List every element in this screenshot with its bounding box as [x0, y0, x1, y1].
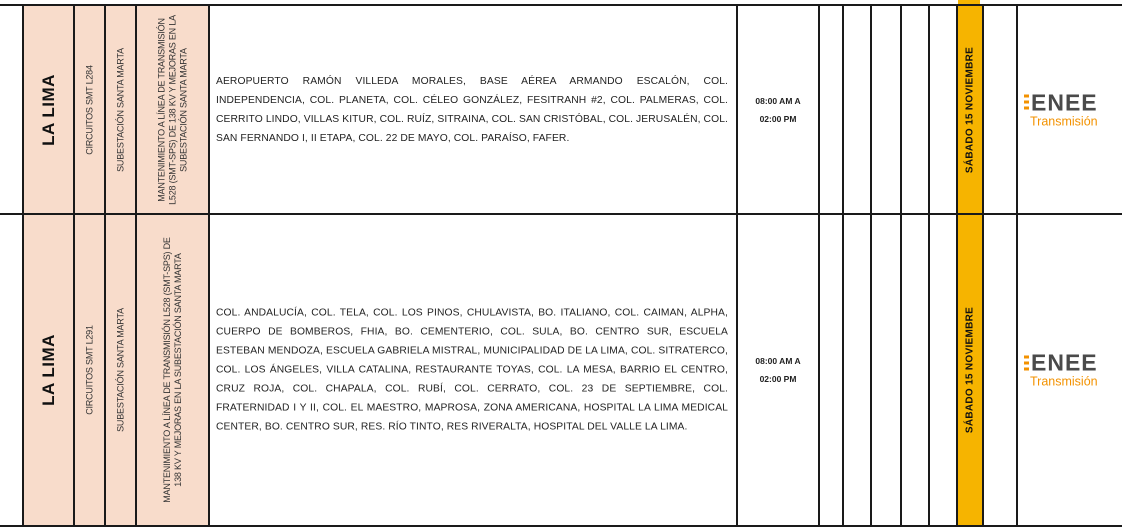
- time-start: 08:00 AM A: [755, 356, 801, 366]
- empty-cell: [842, 6, 870, 213]
- empty-cell: [842, 215, 870, 525]
- work-description: MANTENIMIENTO A LÍNEA DE TRANSMISIÓN L528 (SMT-SPS) DE 138 KV Y MEJORAS EN LA SUBESTACIÓN SANTA MARTA: [161, 237, 183, 503]
- work-description: MANTENIMIENTO A LÍNEA DE TRANSMISIÓN L528 (SMT-SPS) DE 138 KV Y MEJORAS EN LA SUBESTACIÓN SANTA MARTA: [156, 14, 188, 205]
- time-end: 02:00 PM: [759, 374, 797, 384]
- affected-areas-cell: [208, 6, 736, 213]
- empty-cell: [870, 6, 900, 213]
- time-end: 02:00 PM: [759, 113, 797, 124]
- logo-cell: [1016, 6, 1122, 213]
- work-description-cell: [135, 6, 208, 213]
- empty-cell: [900, 215, 928, 525]
- time-cell: [736, 6, 818, 213]
- logo-bars-icon: [1024, 354, 1029, 372]
- empty-cell: [900, 6, 928, 213]
- empty-cell: [928, 215, 956, 525]
- logo-cell: [1016, 215, 1122, 525]
- logo-word: ENEE: [1031, 89, 1098, 115]
- substation-label: SUBESTACIÓN SANTA MARTA: [115, 47, 125, 172]
- city-cell: [22, 215, 73, 525]
- date-cell: [956, 6, 982, 213]
- logo-bars-icon: [1024, 93, 1029, 111]
- logo-subtitle: Transmisión: [1030, 114, 1098, 128]
- time-start: 08:00 AM A: [755, 95, 801, 106]
- city-cell: [22, 6, 73, 213]
- affected-areas-text: AEROPUERTO RAMÓN VILLEDA MORALES, BASE AÉREA ARMANDO ESCALÓN, COL. INDEPENDENCIA, COL. PLANETA, COL. CÉLEO GONZÁLEZ, FESITRANH #2, COL. PALMERAS, COL. CERRITO LINDO, VILLAS KITUR, COL. RUÍZ, SITRAINA, COL. SAN CRISTÓBAL, COL. JERUSALÉN, COL. SAN FERNANDO I, II ETAPA, COL. 22 DE MAYO, COL. PARAÍSO, FAFER.: [216, 75, 728, 144]
- logo-word: ENEE: [1031, 349, 1098, 376]
- empty-cell: [818, 6, 842, 213]
- empty-cell: [870, 215, 900, 525]
- logo-subtitle: Transmisión: [1030, 374, 1098, 389]
- city-name: LA LIMA: [38, 334, 58, 406]
- date-label: SÁBADO 15 NOVIEMBRE: [964, 306, 976, 434]
- enee-transmision-logo: [1024, 91, 1122, 128]
- substation-label: SUBESTACIÓN SANTA MARTA: [115, 308, 125, 432]
- table-row: [0, 215, 1122, 525]
- time-range: [738, 352, 818, 388]
- substation-cell: [104, 215, 135, 525]
- time-cell: [736, 215, 818, 525]
- empty-cell: [928, 6, 956, 213]
- enee-transmision-logo: [1024, 349, 1122, 389]
- row-divider-bottom: [0, 525, 1122, 527]
- circuit-label: CIRCUITOS SMT L291: [84, 325, 94, 415]
- affected-areas-cell: [208, 215, 736, 525]
- table-row: [0, 6, 1122, 213]
- date-cell: [956, 215, 982, 525]
- empty-cell: [982, 6, 1016, 213]
- date-label: SÁBADO 15 NOVIEMBRE: [964, 46, 976, 173]
- circuit-cell: [73, 6, 104, 213]
- circuit-label: CIRCUITOS SMT L284: [84, 64, 94, 155]
- city-name: LA LIMA: [38, 73, 58, 146]
- work-description-cell: [135, 215, 208, 525]
- empty-cell: [818, 215, 842, 525]
- circuit-cell: [73, 215, 104, 525]
- affected-areas-text: COL. ANDALUCÍA, COL. TELA, COL. LOS PINOS, CHULAVISTA, BO. ITALIANO, COL. CAIMAN, ALPHA, CUERPO DE BOMBEROS, FHIA, BO. CEMENTERIO, COL. SULA, BO. CENTRO SUR, ESCUELA ESTEBAN MENDOZA, ESCUELA GABRIELA MISTRAL, MUNICIPALIDAD DE LA LIMA, COL. SITRATERCO, COL. LOS ÁNGELES, VILLA CATALINA, RESTAURANTE TOYAS, COL. LA MESA, BARRIO EL CENTRO, CRUZ ROJA, COL. CHAPALA, COL. RUBÍ, COL. CERRATO, COL. 23 DE SEPTIEMBRE, COL. FRATERNIDAD I Y II, COL. EL MAESTRO, MAPROSA, ZONA AMERICANA, HOSPITAL LA LIMA MEDICAL CENTER, BO. CENTRO SUR, RES. RÍO TINTO, RES RIVERALTA, HOSPITAL DEL VALLE LA LIMA.: [216, 307, 728, 433]
- substation-cell: [104, 6, 135, 213]
- empty-cell: [982, 215, 1016, 525]
- time-range: [738, 92, 818, 128]
